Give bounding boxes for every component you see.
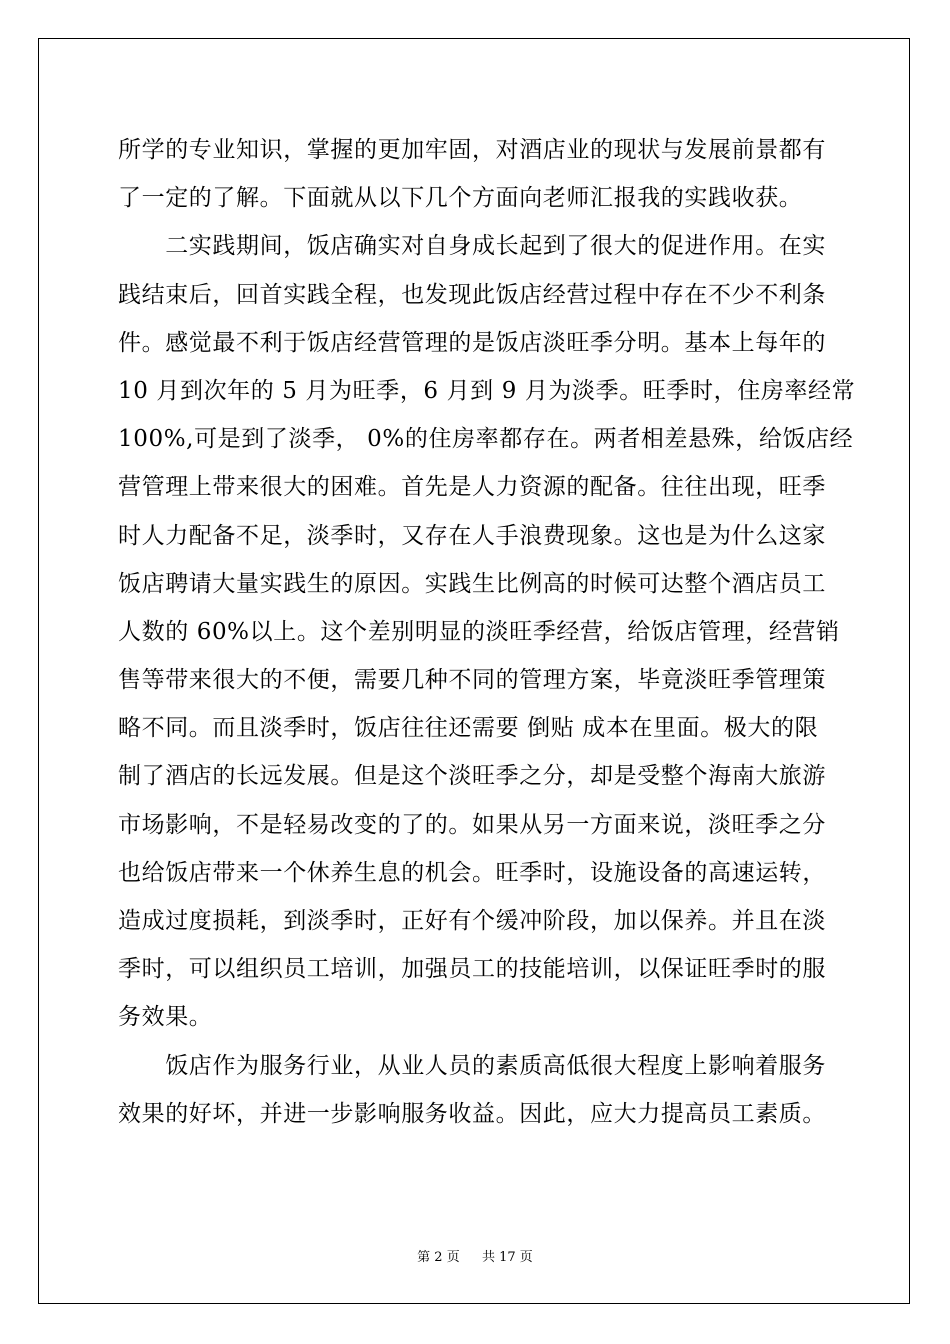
text-line: 制了酒店的长远发展。但是这个淡旺季之分，却是受整个海南大旅游 [118, 763, 826, 790]
text-line: 造成过度损耗，到淡季时，正好有个缓冲阶段，加以保养。并且在淡 [118, 908, 826, 934]
text-line: 践结束后，回首实践全程，也发现此饭店经营过程中存在不少不利条 [118, 281, 826, 308]
text-line: 时人力配备不足，淡季时，又存在人手浪费现象。这也是为什么这家 [118, 522, 826, 549]
text-line: 售等带来很大的不便，需要几种不同的管理方案，毕竟淡旺季管理策 [118, 667, 826, 694]
total-pages: 共 17 页 [482, 1250, 533, 1265]
text-line: 饭店聘请大量实践生的原因。实践生比例高的时候可达整个酒店员工 [118, 570, 826, 597]
text-line: 所学的专业知识，掌握的更加牢固，对酒店业的现状与发展前景都有 [118, 137, 826, 163]
page-number: 第 2 页 [417, 1250, 460, 1265]
text-line: 营管理上带来很大的困难。首先是人力资源的配备。往往出现，旺季 [118, 474, 826, 501]
text-line: 效果的好坏，并进一步影响服务收益。因此，应大力提高员工素质。 [118, 1100, 826, 1127]
text-line: 季时，可以组织员工培训，加强员工的技能培训，以保证旺季时的服 [118, 956, 826, 983]
text-line: 10 月到次年的 5 月为旺季，6 月到 9 月为淡季。旺季时，住房率经常 [118, 377, 856, 404]
text-line: 饭店作为服务行业，从业人员的素质高低很大程度上影响着服务 [118, 1052, 826, 1079]
text-line: 市场影响，不是轻易改变的了的。如果从另一方面来说，淡旺季之分 [118, 811, 826, 838]
text-line: 略不同。而且淡季时，饭店往往还需要 倒贴 成本在里面。极大的限 [118, 715, 819, 742]
text-line: 务效果。 [118, 1004, 213, 1031]
text-line: 也给饭店带来一个休养生息的机会。旺季时，设施设备的高速运转， [118, 859, 826, 886]
page-footer [0, 1246, 950, 1265]
text-line: 100%,可是到了淡季， 0%的住房率都存在。两者相差悬殊，给饭店经 [118, 426, 854, 453]
text-line: 人数的 60%以上。这个差别明显的淡旺季经营，给饭店管理，经营销 [118, 618, 840, 645]
text-line: 了一定的了解。下面就从以下几个方面向老师汇报我的实践收获。 [118, 185, 803, 212]
text-line: 件。感觉最不利于饭店经营管理的是饭店淡旺季分明。基本上每年的 [118, 329, 826, 356]
document-body [118, 126, 856, 1138]
text-line: 二实践期间，饭店确实对自身成长起到了很大的促进作用。在实 [118, 233, 826, 260]
